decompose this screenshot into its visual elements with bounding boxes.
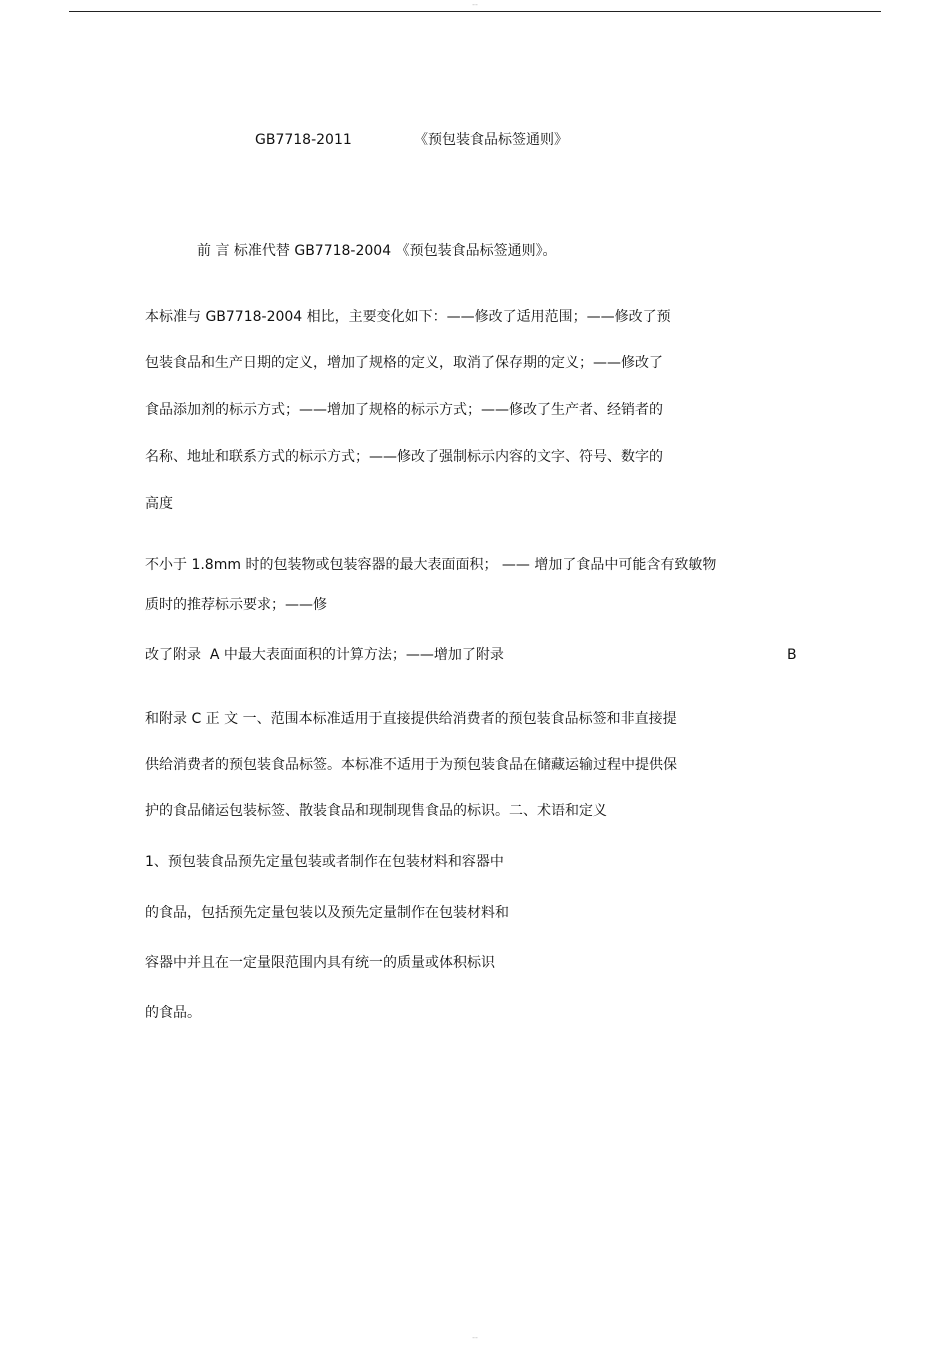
text-line: 供给消费者的预包装食品标签。本标准不适用于为预包装食品在储藏运输过程中提供保 bbox=[145, 757, 677, 773]
text-line: 包装食品和生产日期的定义，增加了规格的定义，取消了保存期的定义；——修改了 bbox=[145, 355, 663, 371]
text-line: B bbox=[787, 647, 797, 663]
standard-title: 《预包装食品标签通则》 bbox=[414, 132, 568, 148]
text-line: 高度 bbox=[145, 496, 173, 512]
text-line: 质时的推荐标示要求；——修 bbox=[145, 597, 327, 613]
text-line: 容器中并且在一定量限范围内具有统一的质量或体积标识 bbox=[145, 955, 495, 971]
text-line: 不小于 1.8mm 时的包装物或包装容器的最大表面面积； —— 增加了食品中可能含有致敏物 bbox=[145, 557, 717, 573]
text-line: 护的食品储运包装标签、散装食品和现制现售食品的标识。二、术语和定义 bbox=[145, 803, 607, 819]
text-line: 的食品。 bbox=[145, 1005, 201, 1021]
text-line: 和附录 C 正 文 一、范围本标准适用于直接提供给消费者的预包装食品标签和非直接提 bbox=[145, 711, 677, 727]
text-line: 食品添加剂的标示方式；——增加了规格的标示方式；——修改了生产者、经销者的 bbox=[145, 402, 663, 418]
header-rule bbox=[69, 11, 881, 12]
text-line: 名称、地址和联系方式的标示方式；——修改了强制标示内容的文字、符号、数字的 bbox=[145, 449, 663, 465]
header-mark: -- bbox=[472, 0, 478, 9]
text-line: 1、预包装食品预先定量包装或者制作在包装材料和容器中 bbox=[145, 854, 504, 870]
text-line: 改了附录 A 中最大表面面积的计算方法；——增加了附录 bbox=[145, 647, 504, 663]
text-line: 本标准与 GB7718-2004 相比，主要变化如下：——修改了适用范围；——修改了预 bbox=[145, 309, 671, 325]
text-line: 前 言 标准代替 GB7718-2004 《预包装食品标签通则》。 bbox=[197, 243, 557, 259]
standard-code: GB7718-2011 bbox=[255, 132, 352, 148]
text-line: 的食品，包括预先定量包装以及预先定量制作在包装材料和 bbox=[145, 905, 509, 921]
footer-mark: -- bbox=[472, 1333, 478, 1342]
